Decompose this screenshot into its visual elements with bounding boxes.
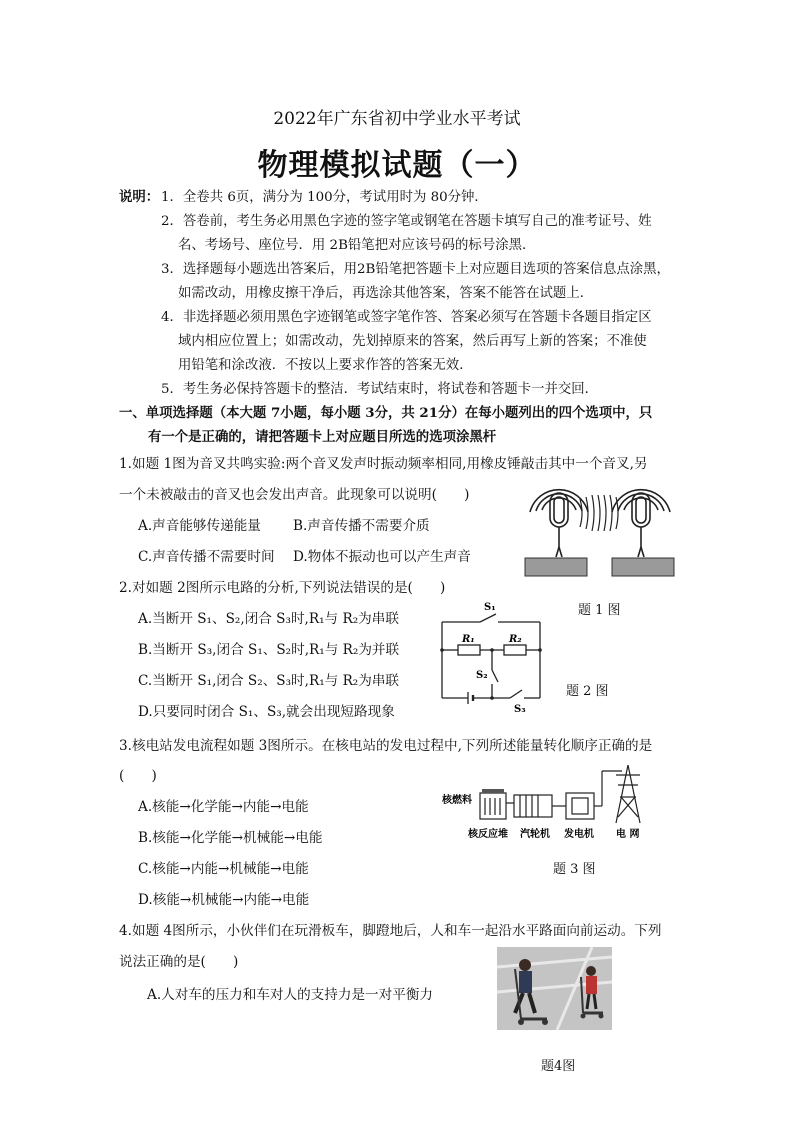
instruction-line: 用铅笔和涂改液．不按以上要求作答的答案无效． [178, 358, 473, 373]
circuit-label-s2: S₂ [476, 670, 488, 681]
option-d: D.只要同时闭合 S₁、S₃,就会出现短路现象 [138, 704, 395, 720]
option-c: C.当断开 S₁,闭合 S₂、S₃时,R₁与 R₂为串联 [138, 673, 400, 689]
section-heading: 一、单项选择题（本大题 7小题，每小题 3分，共 21分）在每小题列出的四个选项中，只 [119, 405, 653, 421]
tuning-fork-figure [520, 475, 680, 587]
instructions-label: 说明： [119, 189, 160, 205]
diagram-label-generator: 发电机 [564, 829, 594, 840]
circuit-label-s3: S₃ [514, 704, 526, 715]
nuclear-plant-diagram [440, 765, 650, 845]
question-stem: 4.如题 4图所示，小伙伴们在玩滑板车，脚蹬地后，人和车一起沿水平路面向前运动。下列 [119, 923, 662, 939]
option-a: A.当断开 S₁、S₂,闭合 S₃时,R₁与 R₂为串联 [138, 611, 399, 627]
figure-1-label: 题 1 图 [578, 603, 621, 618]
question-stem: 3.核电站发电流程如题 3图所示。在核电站的发电过程中,下列所述能量转化顺序正确的是 [119, 738, 653, 754]
option-c: C.核能→内能→机械能→电能 [138, 861, 309, 877]
diagram-label-reactor: 核反应堆 [468, 829, 508, 840]
instruction-line: 5．考生务必保持答题卡的整洁．考试结束时，将试卷和答题卡一并交回． [161, 382, 599, 397]
circuit-label-r1: R₁ [462, 634, 475, 645]
exam-title: 2022年广东省初中学业水平考试 [273, 109, 521, 129]
question-stem: 说法正确的是( ) [119, 954, 239, 970]
section-heading: 有一个是正确的，请把答题卡上对应题目所选的选项涂黑杆 [148, 429, 497, 445]
question-stem: ( ) [119, 768, 157, 784]
option-a: A.人对车的压力和车对人的支持力是一对平衡力 [147, 987, 434, 1003]
circuit-label-r2: R₂ [509, 634, 522, 645]
instruction-line: 3．选择题每小题选出答案后，用2B铅笔把答题卡上对应题目选项的答案信息点涂黑， [161, 262, 670, 277]
instruction-line: 如需改动，用橡皮擦干净后，再选涂其他答案，答案不能答在试题上． [178, 286, 594, 301]
option-d: D.物体不振动也可以产生声音 [293, 549, 471, 565]
sound-waves [580, 495, 618, 531]
diagram-label-turbine: 汽轮机 [520, 829, 550, 840]
option-b: B.声音传播不需要介质 [293, 518, 430, 534]
paper-title: 物理模拟试题（一） [257, 148, 537, 183]
option-a: A.声音能够传递能量 [138, 518, 261, 534]
instruction-line: 4．非选择题必须用黑色字迹钢笔或签字笔作答、答案必须写在答题卡各题目指定区 [161, 310, 652, 325]
circuit-diagram [440, 600, 550, 715]
instruction-line: 名、考场号、座位号．用 2B铅笔把对应该号码的标号涂黑． [178, 238, 536, 253]
option-d: D.核能→机械能→内能→电能 [138, 892, 310, 908]
instruction-line: 2．答卷前，考生务必用黑色字迹的签字笔或钢笔在答题卡填写自己的准考证号、姓 [161, 214, 652, 229]
right-base [612, 558, 674, 576]
question-stem: 2.对如题 2图所示电路的分析,下列说法错误的是( ) [119, 580, 446, 596]
left-base [525, 558, 587, 576]
question-stem: 1.如题 1图为音叉共鸣实验:两个音叉发声时振动频率相同,用橡皮锤敲击其中一个音叉,另 [119, 456, 648, 472]
circuit-label-s1: S₁ [484, 602, 496, 613]
question-stem: 一个未被敲击的音叉也会发出声音。此现象可以说明( ) [119, 487, 470, 503]
right-tuning-fork [612, 490, 670, 557]
instruction-line: 1．全卷共 6页，满分为 100分，考试用时为 80分钟． [161, 190, 488, 205]
option-a: A.核能→化学能→内能→电能 [138, 799, 309, 815]
option-b: B.核能→化学能→机械能→电能 [138, 830, 323, 846]
scooter-photo [497, 947, 612, 1030]
left-tuning-fork [530, 490, 588, 557]
figure-4-label: 题4图 [541, 1059, 576, 1074]
option-c: C.声音传播不需要时间 [138, 549, 275, 565]
figure-3-label: 题 3 图 [553, 862, 596, 877]
diagram-label-fuel: 核燃料 [442, 795, 472, 806]
instruction-line: 域内相应位置上；如需改动，先划掉原来的答案，然后再写上新的答案；不准使 [178, 334, 647, 349]
option-b: B.当断开 S₃,闭合 S₁、S₂时,R₁与 R₂为并联 [138, 642, 400, 658]
diagram-label-grid: 电 网 [616, 829, 640, 840]
figure-2-label: 题 2 图 [566, 684, 609, 699]
